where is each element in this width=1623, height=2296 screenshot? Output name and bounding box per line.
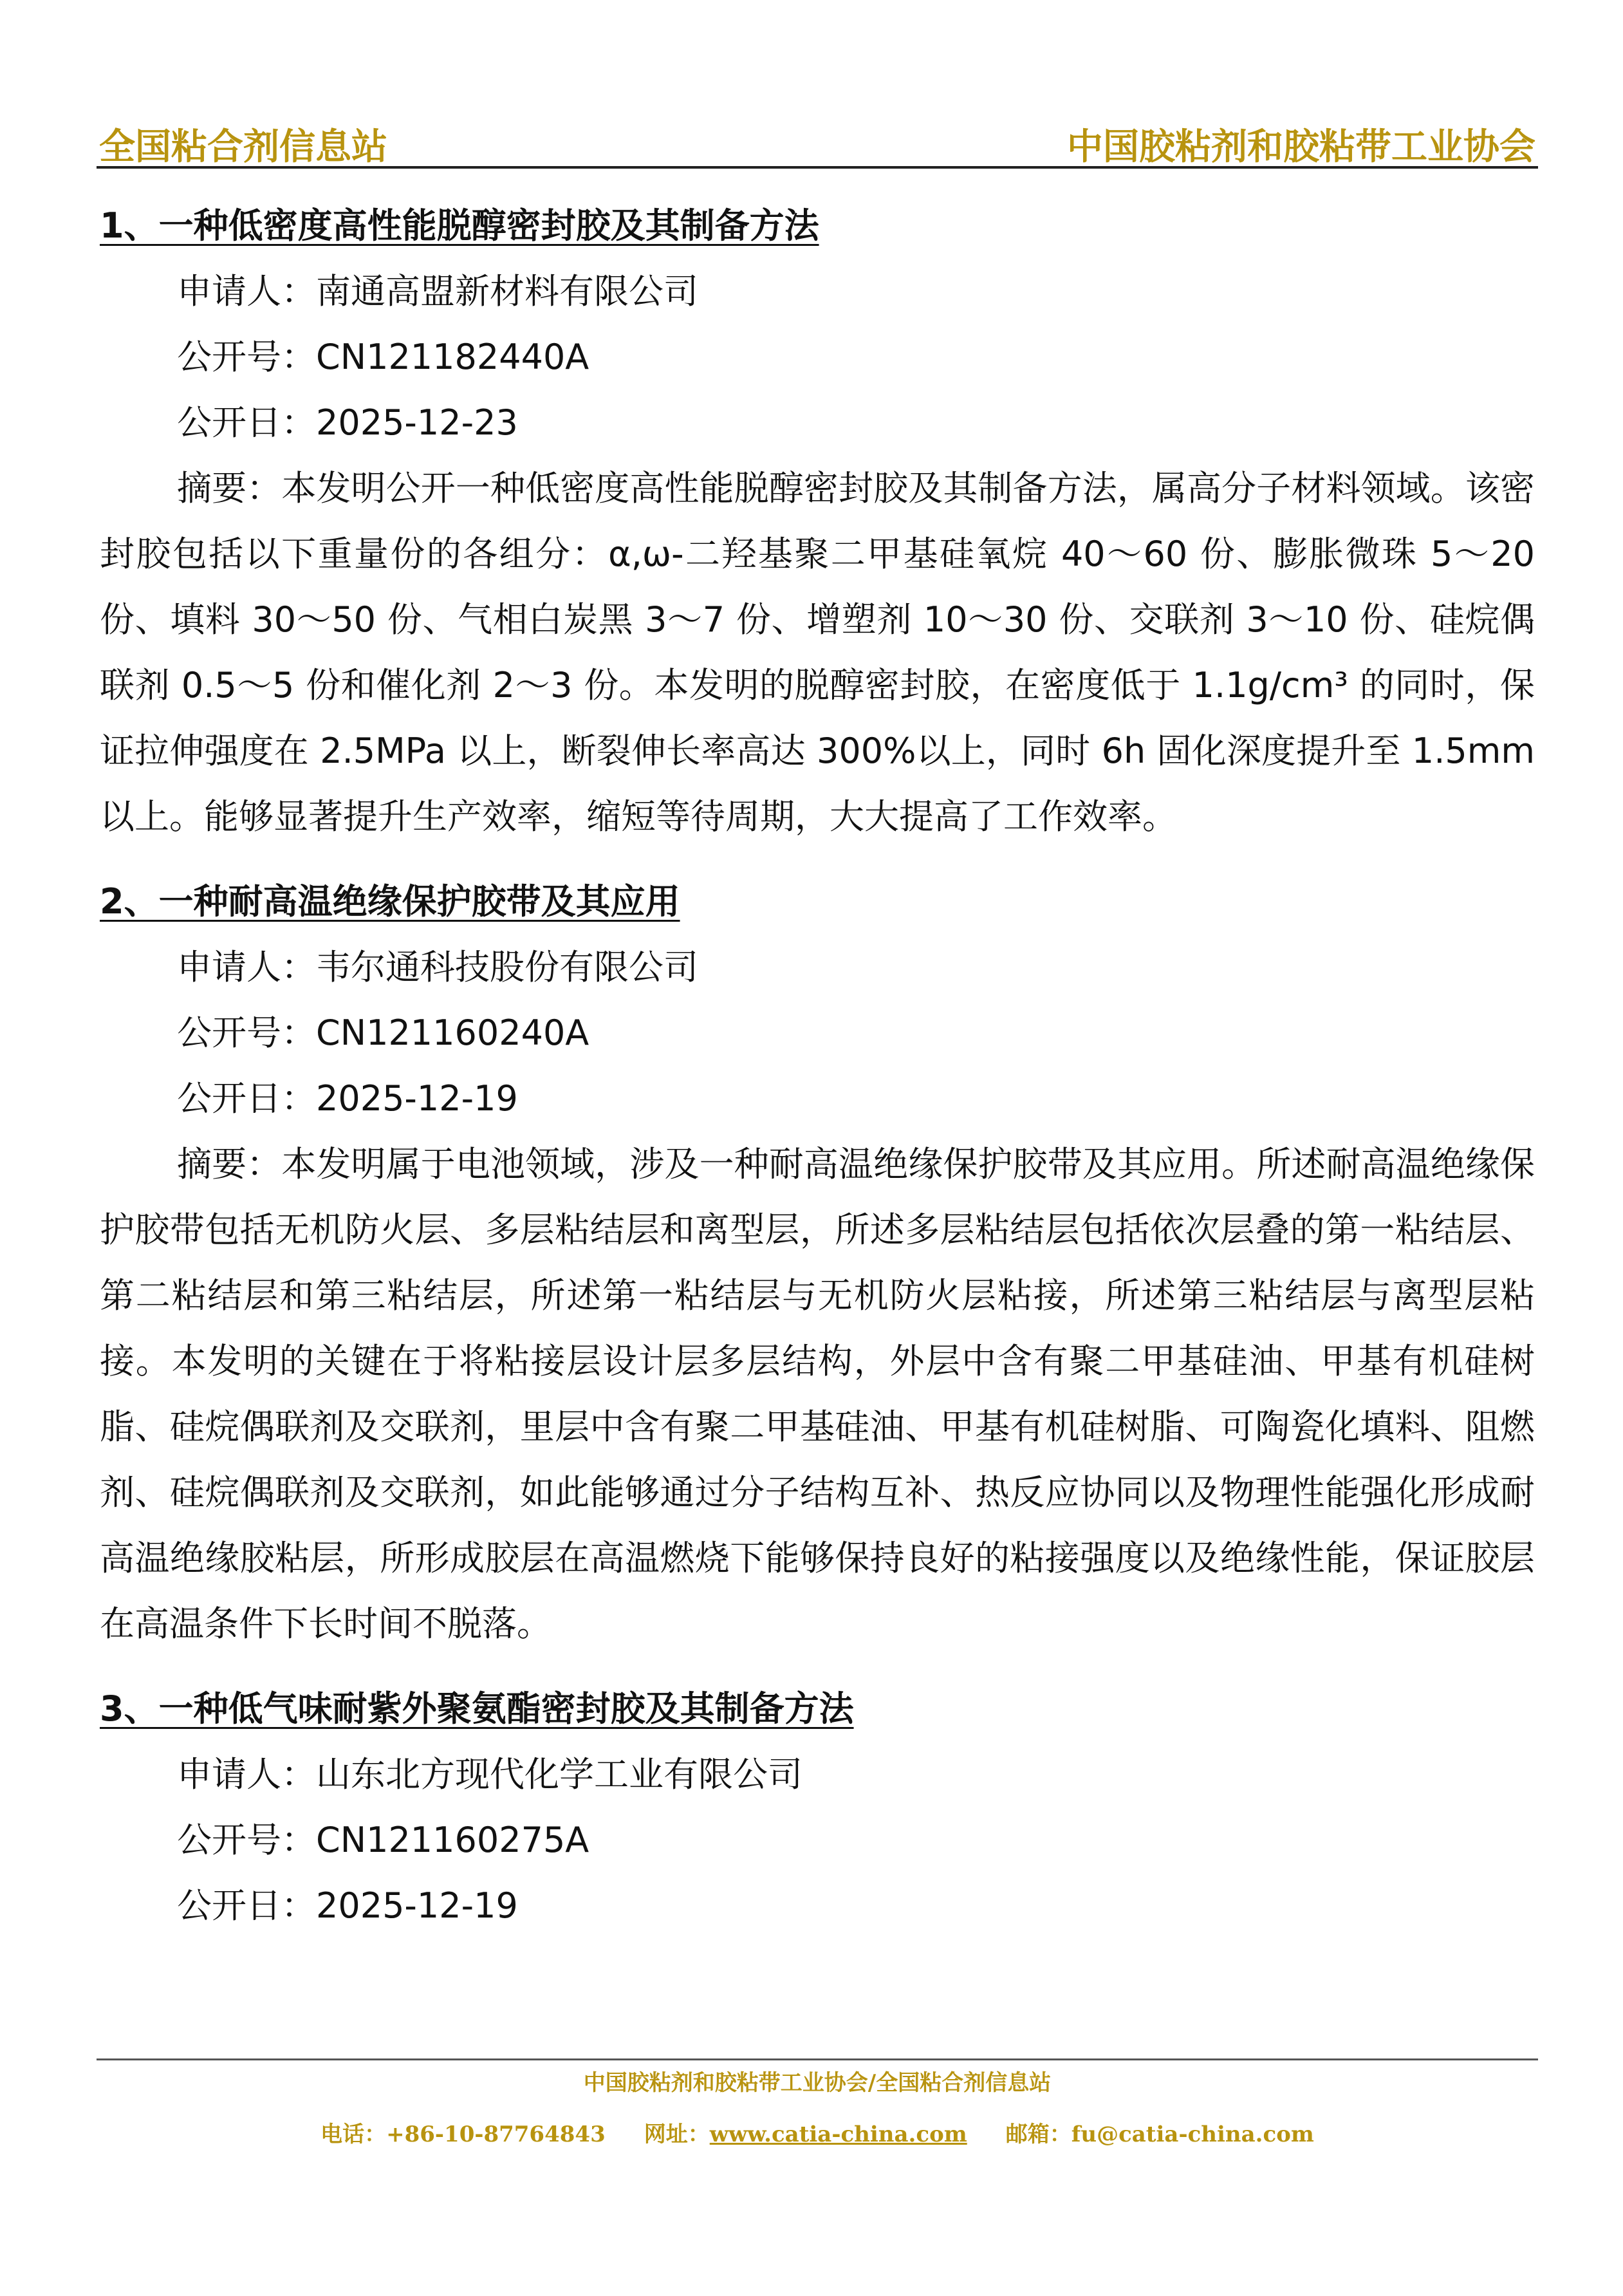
patent-publication-number: 公开号：CN121160240A [177,1013,589,1053]
patent-publication-date: 公开日：2025-12-23 [177,402,518,443]
patent-list [100,193,1535,1939]
patent-title: 1、一种低密度高性能脱醇密封胶及其制备方法 [100,205,819,246]
footer-website-link[interactable]: www.catia-china.com [709,2122,967,2147]
footer-website-label: 网址： [644,2122,710,2147]
patent-abstract: 摘要：本发明属于电池领域，涉及一种耐高温绝缘保护胶带及其应用。所述耐高温绝缘保护胶带包括无机防火层、多层粘结层和离型层，所述多层粘结层包括依次层叠的第一粘结层、第二粘结层和第三粘结层，所述第一粘结层与无机防火层粘接，所述第三粘结层与离型层粘接。本发明的关键在于将粘接层设计层多层结构，外层中含有聚二甲基硅油、甲基有机硅树脂、硅烷偶联剂及交联剂，里层中含有聚二甲基硅油、甲基有机硅树脂、可陶瓷化填料、阻燃剂、硅烷偶联剂及交联剂，如此能够通过分子结构互补、热反应协同以及物理性能强化形成耐高温绝缘胶粘层，所形成胶层在高温燃烧下能够保持良好的粘接强度以及绝缘性能，保证胶层在高温条件下长时间不脱落。 [100,1144,1535,1644]
footer-contact [97,2116,1538,2148]
patent-abstract: 摘要：本发明公开一种低密度高性能脱醇密封胶及其制备方法，属高分子材料领域。该密封胶包括以下重量份的各组分：α,ω-二羟基聚二甲基硅氧烷 40～60 份、膨胀微珠 5～20 份、填料 30～50 份、气相白炭黑 3～7 份、增塑剂 10～30 份、交联剂 3～10 份、硅烷偶联剂 0.5～5 份和催化剂 2～3 份。本发明的脱醇密封胶，在密度低于 1.1g/cm³ 的同时，保证拉伸强度在 2.5MPa 以上，断裂伸长率高达 300%以上，同时 6h 固化深度提升至 1.5mm 以上。能够显著提升生产效率，缩短等待周期，大大提高了工作效率。 [100,468,1535,837]
patent-entry [100,869,1535,1657]
footer-divider [97,2058,1538,2060]
footer-phone: 电话：+86-10-87764843 [320,2122,606,2147]
patent-publication-date: 公开日：2025-12-19 [177,1885,518,1926]
patent-publication-number: 公开号：CN121160275A [177,1820,589,1860]
patent-publication-number: 公开号：CN121182440A [177,337,589,377]
page-header [97,115,1538,169]
patent-applicant: 申请人：韦尔通科技股份有限公司 [177,947,698,987]
header-site-name: 全国粘合剂信息站 [99,126,387,168]
footer-email: 邮箱：fu@catia-china.com [1005,2122,1314,2147]
patent-applicant: 申请人：山东北方现代化学工业有限公司 [177,1754,802,1795]
header-association-name: 中国胶粘剂和胶粘带工业协会 [1067,126,1535,168]
patent-entry [100,1676,1535,1939]
patent-applicant: 申请人：南通高盟新材料有限公司 [177,271,698,312]
footer-organization: 中国胶粘剂和胶粘带工业协会/全国粘合剂信息站 [583,2070,1052,2096]
patent-entry [100,193,1535,850]
patent-title: 3、一种低气味耐紫外聚氨酯密封胶及其制备方法 [100,1688,854,1729]
patent-publication-date: 公开日：2025-12-19 [177,1078,518,1119]
patent-title: 2、一种耐高温绝缘保护胶带及其应用 [100,881,680,922]
